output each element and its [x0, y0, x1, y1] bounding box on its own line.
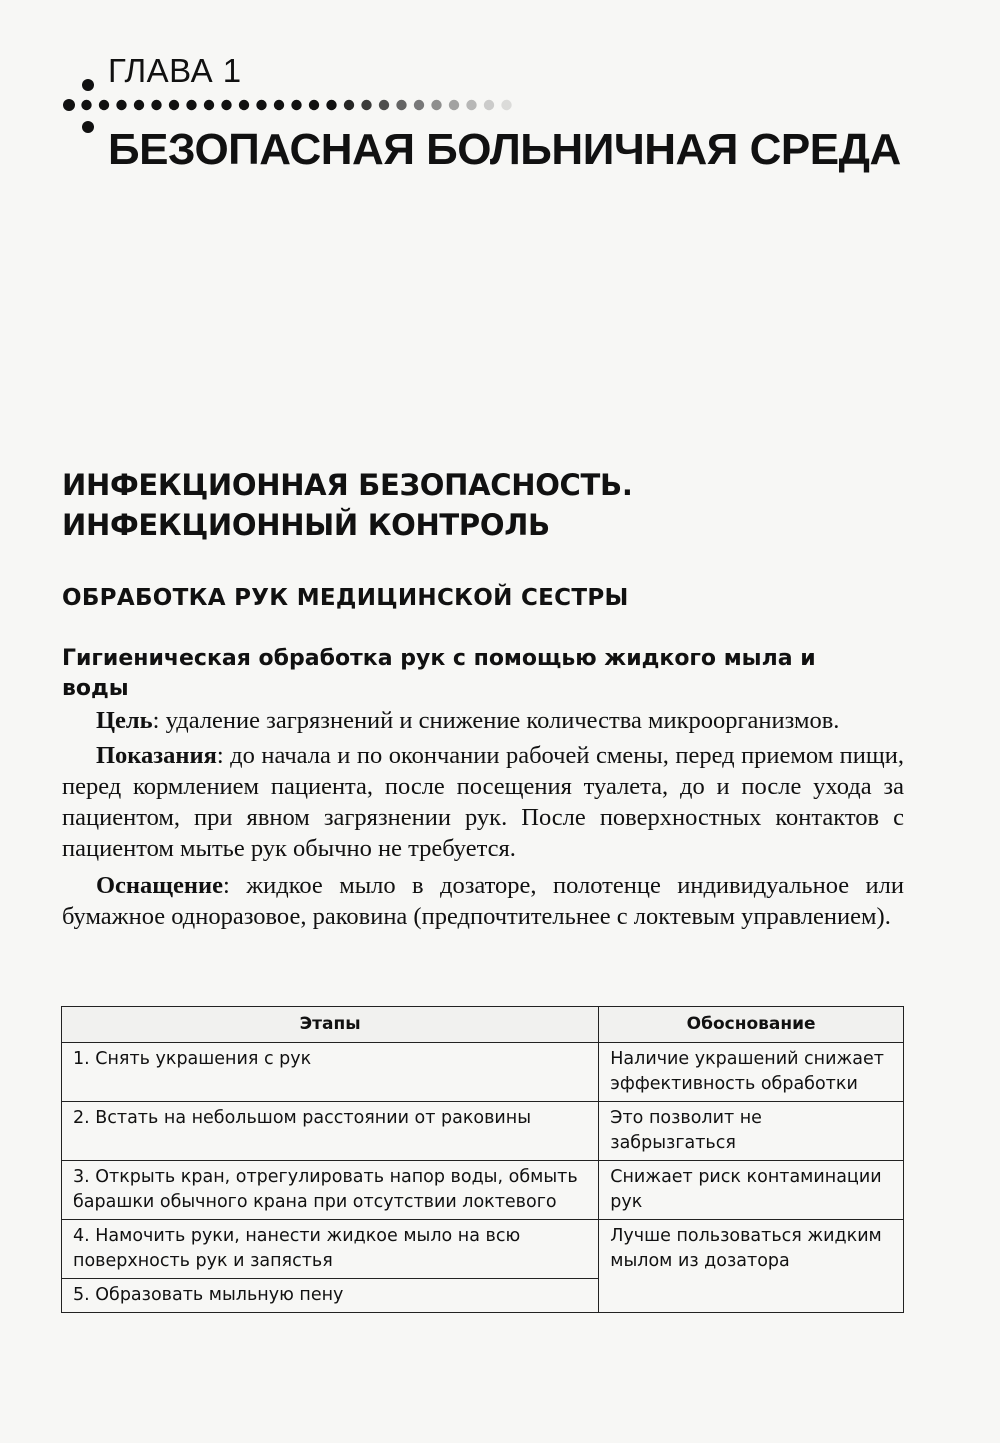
- chapter-title: БЕЗОПАСНАЯ БОЛЬНИЧНАЯ СРЕДА: [108, 125, 901, 174]
- goal-text: : удаление загрязнений и снижение количества микроорганизмов.: [152, 707, 840, 734]
- divider-dot: [204, 100, 214, 110]
- divider-dot: [116, 100, 126, 110]
- steps-table: [61, 1006, 904, 1313]
- section-title-line-1: ИНФЕКЦИОННАЯ БЕЗОПАСНОСТЬ.: [62, 468, 633, 502]
- divider-dot: [396, 100, 406, 110]
- divider-dot: [169, 100, 179, 110]
- goal-paragraph: [62, 705, 904, 736]
- equipment-text: : жидкое мыло в дозаторе, полотенце индивидуальное или бумажное одноразовое, раковина (предпочтительнее с локтевым управлением).: [62, 872, 904, 930]
- divider-dot: [326, 100, 336, 110]
- table-header-row: [62, 1007, 904, 1043]
- divider-dot: [309, 100, 319, 110]
- step-cell: 1. Снять украшения с рук: [62, 1043, 599, 1102]
- section-title-line-2: ИНФЕКЦИОННЫЙ КОНТРОЛЬ: [62, 508, 550, 542]
- divider-dot: [344, 100, 354, 110]
- divider-dot: [484, 100, 494, 110]
- divider-dot: [501, 100, 511, 110]
- divider-dot: [274, 100, 284, 110]
- subsection-title: ОБРАБОТКА РУК МЕДИЦИНСКОЙ СЕСТРЫ: [62, 585, 629, 611]
- divider-dot: [151, 100, 161, 110]
- table-row: [62, 1161, 904, 1220]
- table-row: [62, 1102, 904, 1161]
- chapter-label: ГЛАВА 1: [108, 52, 242, 89]
- table-row: [62, 1043, 904, 1102]
- divider-dot: [63, 99, 75, 111]
- divider-dot: [256, 100, 266, 110]
- step-cell: 2. Встать на небольшом расстоянии от раковины: [62, 1102, 599, 1161]
- header-steps: Этапы: [62, 1007, 599, 1043]
- equipment-paragraph: [62, 870, 904, 932]
- dotted-divider: [62, 98, 562, 112]
- divider-dot: [361, 100, 371, 110]
- step-cell: 4. Намочить руки, нанести жидкое мыло на всю поверхность рук и запястья: [62, 1220, 599, 1279]
- step-cell: 3. Открыть кран, отрегулировать напор воды, обмыть барашки обычного крана при отсутствии локтевого: [62, 1161, 599, 1220]
- divider-dot: [221, 100, 231, 110]
- goal-label: Цель: [96, 707, 153, 734]
- reason-cell: Лучше пользоваться жидким мылом из дозатора: [599, 1220, 904, 1313]
- procedure-title: Гигиеническая обработка рук с помощью жидкого мыла и воды: [62, 646, 816, 701]
- reason-cell: Наличие украшений снижает эффективность обработки: [599, 1043, 904, 1102]
- divider-dot: [99, 100, 109, 110]
- divider-dot: [466, 100, 476, 110]
- indications-paragraph: [62, 740, 904, 864]
- divider-dot: [291, 100, 301, 110]
- divider-dot: [186, 100, 196, 110]
- divider-dot: [134, 100, 144, 110]
- indications-text: : до начала и по окончании рабочей смены, перед приемом пищи, перед кормлением пациента, после посещения туалета, до и после ухода за пациентом, при явном загрязнении рук. После поверхностных контактов с пациентом мытье рук обычно не требуется.: [62, 742, 904, 862]
- table-row: [62, 1220, 904, 1279]
- reason-cell: Это позволит не забрызгаться: [599, 1102, 904, 1161]
- divider-dot: [379, 100, 389, 110]
- header-dot: [82, 79, 94, 91]
- reason-cell: Снижает риск контаминации рук: [599, 1161, 904, 1220]
- divider-dot: [414, 100, 424, 110]
- header-rationale: Обоснование: [599, 1007, 904, 1043]
- divider-dot: [81, 100, 91, 110]
- steps-table-wrapper: [61, 1006, 904, 1313]
- divider-dot: [449, 100, 459, 110]
- divider-dot: [239, 100, 249, 110]
- divider-dot: [431, 100, 441, 110]
- equipment-label: Оснащение: [96, 872, 223, 899]
- section-title: [62, 465, 942, 545]
- step-cell: 5. Образовать мыльную пену: [62, 1279, 599, 1313]
- indications-label: Показания: [96, 742, 217, 769]
- procedure-body: [62, 705, 904, 936]
- header-dot: [82, 121, 94, 133]
